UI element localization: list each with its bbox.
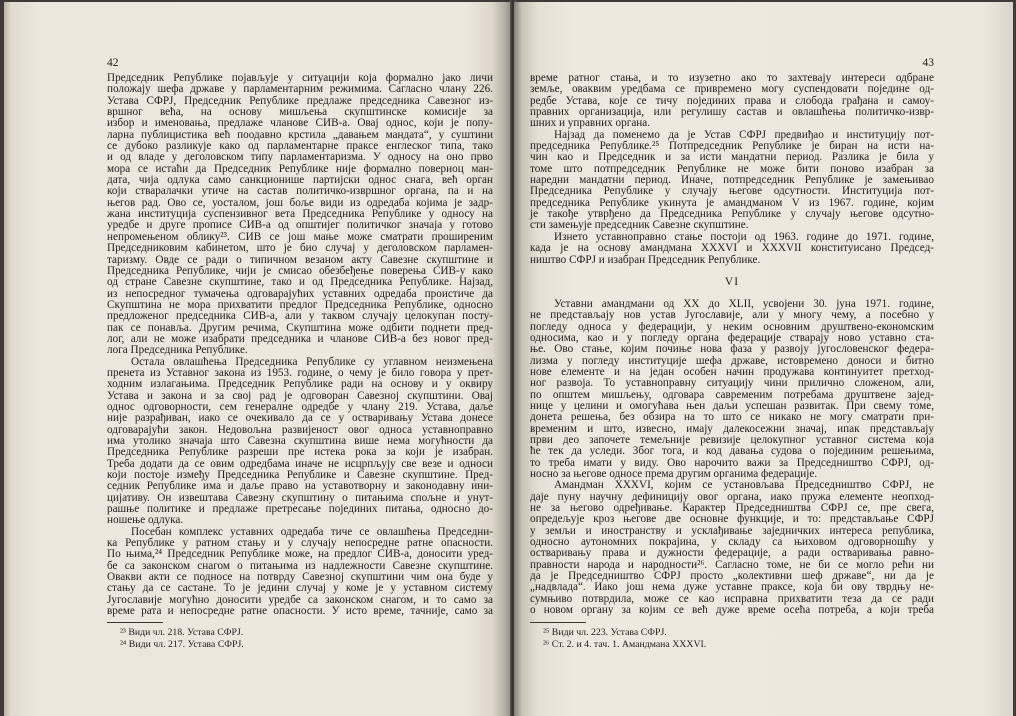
text-line: лог, али не може изабрати председника и чланове СИВ-а без новог пред- bbox=[107, 332, 493, 345]
text-line: односима, као и у погледу органа федерације стварају ново уставно ста- bbox=[530, 331, 934, 344]
text-line: правних организација, или регулишу састав и овлашћења политичко-извр- bbox=[530, 106, 934, 119]
text-line: његов рад. Ово се, уосталом, још боље види из одредаба којима је задр- bbox=[107, 196, 493, 209]
paragraph bbox=[530, 299, 934, 481]
text-line: из непосредног тумачења одговарајућих уставних одредаба проистиче да bbox=[107, 287, 493, 300]
text-line: Изнето уставноправно стање постоји од 1963. године до 1971. године, bbox=[554, 230, 934, 243]
text-line: чин као и Председник и за исти мандатни период. Разлика је била у bbox=[530, 151, 934, 164]
text-line: нице у целини и омогућава њен даљи успешан развитак. При свему томе, bbox=[530, 399, 934, 412]
page-number: 42 bbox=[107, 57, 119, 69]
text-line: ње. Ово стање, којим почиње нова фаза у развоју југословенског федера- bbox=[530, 343, 934, 356]
text-line: Овакви акти се подносе на потврду Савезној скупштини чим она буде у bbox=[107, 571, 493, 584]
text-line: ношење одлука. bbox=[107, 514, 184, 527]
text-line: који стваралачки утиче на састав политичко-извршног органа, па и на bbox=[107, 185, 493, 198]
text-line: Остала овлашћења Председника Републике су углавном неизмењена bbox=[131, 355, 493, 368]
footnote: ²⁶ Ст. 2. и 4. тач. 1. Амандмана XXXVI. bbox=[543, 639, 707, 650]
paragraph bbox=[530, 130, 934, 232]
text-line: у земљи и иностранству и усклађивање заједничких интереса република, bbox=[530, 524, 934, 537]
text-line: правности народа и народности²⁶. Сагласно томе, не би се могло рећи ни bbox=[530, 558, 934, 571]
text-line: мора се истаћи да Председник Републике није формално повериоц ман- bbox=[107, 162, 493, 175]
text-line: таризму. Овде се ради о типичном везаном акту Савезне скупштине и bbox=[107, 253, 493, 266]
text-line: временим и што, извесно, имају далекосежни значај, ипак представљају bbox=[530, 422, 934, 435]
text-line: нове елементе и на један особен начин продужава континуитет претход- bbox=[530, 365, 934, 378]
text-line: одговарајући закон. Недовољна развијеност овог односа уставноправно bbox=[107, 423, 493, 436]
text-line: даје пуну научну дефиницију овог органа, иако пружа елементе неопход- bbox=[530, 490, 934, 503]
text-line: носно за његове односе према другим органима федерације. bbox=[530, 468, 818, 480]
text-line: када је на основу амандмана XXXVI и XXXVII конституисано Председ- bbox=[530, 242, 934, 255]
footnote: ²³ Види чл. 218. Устава СФРЈ. bbox=[120, 627, 244, 638]
footnote-rule bbox=[530, 622, 586, 623]
text-line: томе што потпредседник Републике не може бити поново изабран за bbox=[530, 162, 934, 175]
text-line: шних и управних органа. bbox=[530, 117, 651, 130]
text-line: стању да се састане. То је једини случај у коме је у уставном систему bbox=[107, 582, 493, 595]
footnotes bbox=[543, 627, 706, 651]
text-line: по општем мишљењу, одговара савременим потребама друштвене зајед- bbox=[530, 388, 934, 401]
text-line: ног развоја. То уставноправну ситуацију чини прилично сложеном, али, bbox=[530, 377, 934, 390]
paragraph bbox=[107, 73, 493, 357]
text-line: пак се понавља. Другим речима, Скупштина може одбити поднети пред- bbox=[107, 321, 493, 334]
footnotes bbox=[120, 627, 244, 651]
text-line: ка Републике у ратном стању и у случају непосредне ратне опасности. bbox=[107, 537, 493, 550]
text-line: ће тек да уследи. Због тога, и код давања судова о појединим решењима, bbox=[530, 445, 934, 458]
text-line: седник Републике има и даље право на уставотворну и законодавну ини- bbox=[107, 480, 493, 493]
text-line: да је Председништво СФРЈ просто „колективни шеф државе“, ни да је bbox=[530, 570, 934, 583]
text-line: донета решења, без обзира на то што се никако не могу сматрати при- bbox=[530, 411, 934, 424]
text-line: сти замењује председник Савезне скупштине. bbox=[530, 219, 749, 232]
text-line: ходним излагањима. Председник Републике ради на основу и у оквиру bbox=[107, 378, 493, 391]
text-line: Устава и закона и за свој рад је одговоран Савезној скупштини. Овај bbox=[107, 389, 493, 402]
text-line: „надвлада“. Иако још нема дуже уставне праксе, која би ову тврдњу не- bbox=[530, 581, 934, 594]
paragraph bbox=[530, 480, 934, 616]
text-line: остваривању права и дужности федерације, а ради остваривања равно- bbox=[530, 547, 934, 560]
text-line: не за његово одређивање. Карактер Председништва СФРЈ се, пре свега, bbox=[530, 502, 934, 515]
text-line: земље, оваквим уредбама се привремено могу суспендовати поједине од- bbox=[530, 83, 934, 96]
text-line: односно аутономних покрајина, у складу са њиховом одговорношћу у bbox=[530, 536, 934, 549]
text-line: Треба додати да се овим одредбама иначе не исцрпљују све везе и односи bbox=[107, 457, 493, 470]
footnote-rule bbox=[107, 622, 163, 623]
text-line: положају шефа државе у парламентарним режимима. Сагласно члану 226. bbox=[107, 83, 493, 96]
text-line: о новом органу за којим се већ дуже време осећа потреба, а који треба bbox=[530, 604, 934, 617]
text-line: Амандман XXXVI, којим се установљава Председништво СФРЈ, не bbox=[554, 479, 934, 492]
text-line: погледу односа у федерацији, у неким основним друштвено-економским bbox=[530, 320, 934, 333]
text-line: први део започете темељније ревизије целокупног уставног система која bbox=[530, 433, 934, 446]
paragraph bbox=[530, 232, 934, 266]
text-line: редбе Устава, које се тичу појединих права и слобода грађана и самоу- bbox=[530, 94, 934, 107]
text-line: Председника Републике у случају његове одсутности. Институција пот- bbox=[530, 185, 934, 198]
text-line: лога Председника Републике. bbox=[107, 344, 248, 357]
text-line: Скупштина не мора прихватити предлог Председника Републике, односно bbox=[107, 298, 493, 311]
text-line: По њима,²⁴ Председник Републике може, на предлог СИВ-а, доносити уред- bbox=[107, 548, 493, 561]
text-line: не представљају нов устав Југославије, али у многу чему, а посебно у bbox=[530, 309, 934, 322]
text-line: Најзад да поменемо да је Устав СФРЈ предвиђао и институцију пот- bbox=[554, 128, 934, 141]
text-line: бе са законском снагом о питањима из надлежности Савезне скупштине. bbox=[107, 559, 493, 572]
text-line: ларна публицистика већ поодавно крстила „давањем мандата“, у суштини bbox=[107, 128, 493, 141]
text-line: рашње политике и предлаже претресање појединих питања, односно до- bbox=[107, 503, 493, 516]
text-line: Председниковим кабинетом, што је био случај у деголовском парламен- bbox=[107, 242, 493, 255]
text-line: који постоје између Председника Републике и Савезне скупштине. Пред- bbox=[107, 469, 493, 482]
text-line: дата, чија одлука само санкционише партијски однос снага, већ орган bbox=[107, 174, 493, 187]
text-line: уредбе и друге прописе СИВ-а од општијег политичког значаја у готово bbox=[107, 219, 493, 232]
text-block bbox=[530, 299, 934, 617]
text-line: Уставни амандмани од XX до XLII, усвојени 30. јуна 1971. године, bbox=[554, 297, 934, 310]
paragraph bbox=[107, 527, 493, 618]
footnote: ²⁴ Види чл. 217. Устава СФРЈ. bbox=[120, 639, 244, 650]
footnote: ²⁵ Види чл. 223. Устава СФРЈ. bbox=[543, 627, 667, 638]
text-line: наредни мандатни период. Иначе, потпредседник Републике је замењивао bbox=[530, 174, 934, 187]
text-column bbox=[530, 73, 934, 616]
text-line: од стране Савезне скупштине, тако и од Председника Републике. Најзад, bbox=[107, 276, 493, 289]
text-line: се дубоко разликује како од парламентарне праксе енглеског типа, тако bbox=[107, 140, 493, 153]
text-line: има утолико значаја што Савезна скупштина више нема могућности да bbox=[107, 435, 493, 447]
text-line: време рата и непосредне ратне опасности. У исто време, тачније, само за bbox=[107, 605, 493, 618]
text-line: однос одговорности, сем генералне одредбе у члану 219. Устава, даље bbox=[107, 400, 493, 413]
paragraph bbox=[530, 73, 934, 130]
text-line: је такође утврђено да Председника Републике у случају његове одсутно- bbox=[530, 208, 934, 221]
page-number: 43 bbox=[922, 57, 934, 69]
text-block bbox=[530, 73, 934, 266]
text-line: председника Републике.²⁵ Потпредседник Републике је биран на исти на- bbox=[530, 140, 934, 153]
text-line: пренета из Уставног закона из 1953. године, о чему је било говора у прет- bbox=[107, 366, 493, 379]
text-line: то треба имати у виду. Ово нарочито важи за Председништво СФРЈ, од- bbox=[530, 456, 934, 469]
text-line: није разрађиван, иако се очекивало да се у остваривању Устава донесе bbox=[107, 412, 493, 425]
text-line: Југославије могућно доносити уредбе са законском снагом, и то само за bbox=[107, 593, 493, 606]
right-page bbox=[514, 2, 1013, 716]
text-line: Председника Републике, чији је смисао обезбеђење поверења СИВ-у како bbox=[107, 264, 493, 277]
text-line: и од владе у деголовском типу парламентаризма. У односу на оно прво bbox=[107, 151, 493, 164]
text-line: вршног већа, на основу мишљења скупштинске комисије за bbox=[107, 106, 493, 119]
left-page bbox=[4, 2, 512, 716]
section-heading: VI bbox=[724, 275, 740, 288]
text-line: време ратног стања, и то изузетно ако то захтевају интереси одбране bbox=[530, 72, 934, 84]
paragraph bbox=[107, 357, 493, 527]
text-line: председника Републике укинута је амандманом V из 1967. године, којим bbox=[530, 196, 934, 209]
text-line: предложеног председника СИВ-а, али у таквом случају целокупан посту- bbox=[107, 310, 493, 323]
text-line: Председника Републике разреши пре истека рока за који је изабран. bbox=[107, 446, 493, 459]
text-line: цијативу. Он извештава Савезну скупштину о питањима спољне и унут- bbox=[107, 491, 493, 504]
text-line: непромењеном облику²³. СИВ се још мање може сматрати проширеним bbox=[107, 230, 493, 243]
text-line: Председник Републике појављује у ситуацији која формално јако личи bbox=[107, 72, 493, 84]
text-line: Посебан комплекс уставних одредаба тиче се овлашћења Председни- bbox=[131, 525, 493, 538]
text-line: опредељује кроз његове две основне функције, и то: представљање СФРЈ bbox=[530, 513, 934, 526]
text-line: сумњиво потврдила, може се као исправна прихватити теза да се ради bbox=[530, 592, 934, 605]
text-line: жана институција суспензивног вета Председника Републике у односу на bbox=[107, 208, 493, 221]
text-column bbox=[107, 73, 493, 618]
text-line: Устава СФРЈ, Председник Републике предлаже председника Савезног из- bbox=[107, 94, 493, 107]
text-line: ништво СФРЈ и изабран Председник Републике. bbox=[530, 253, 761, 266]
text-line: избор и именовања, предлаже чланове СИВ-а. Овај однос, који је попу- bbox=[107, 117, 493, 130]
text-line: лизма у погледу институције шефа државе, истовремено доноси и битно bbox=[530, 354, 934, 367]
